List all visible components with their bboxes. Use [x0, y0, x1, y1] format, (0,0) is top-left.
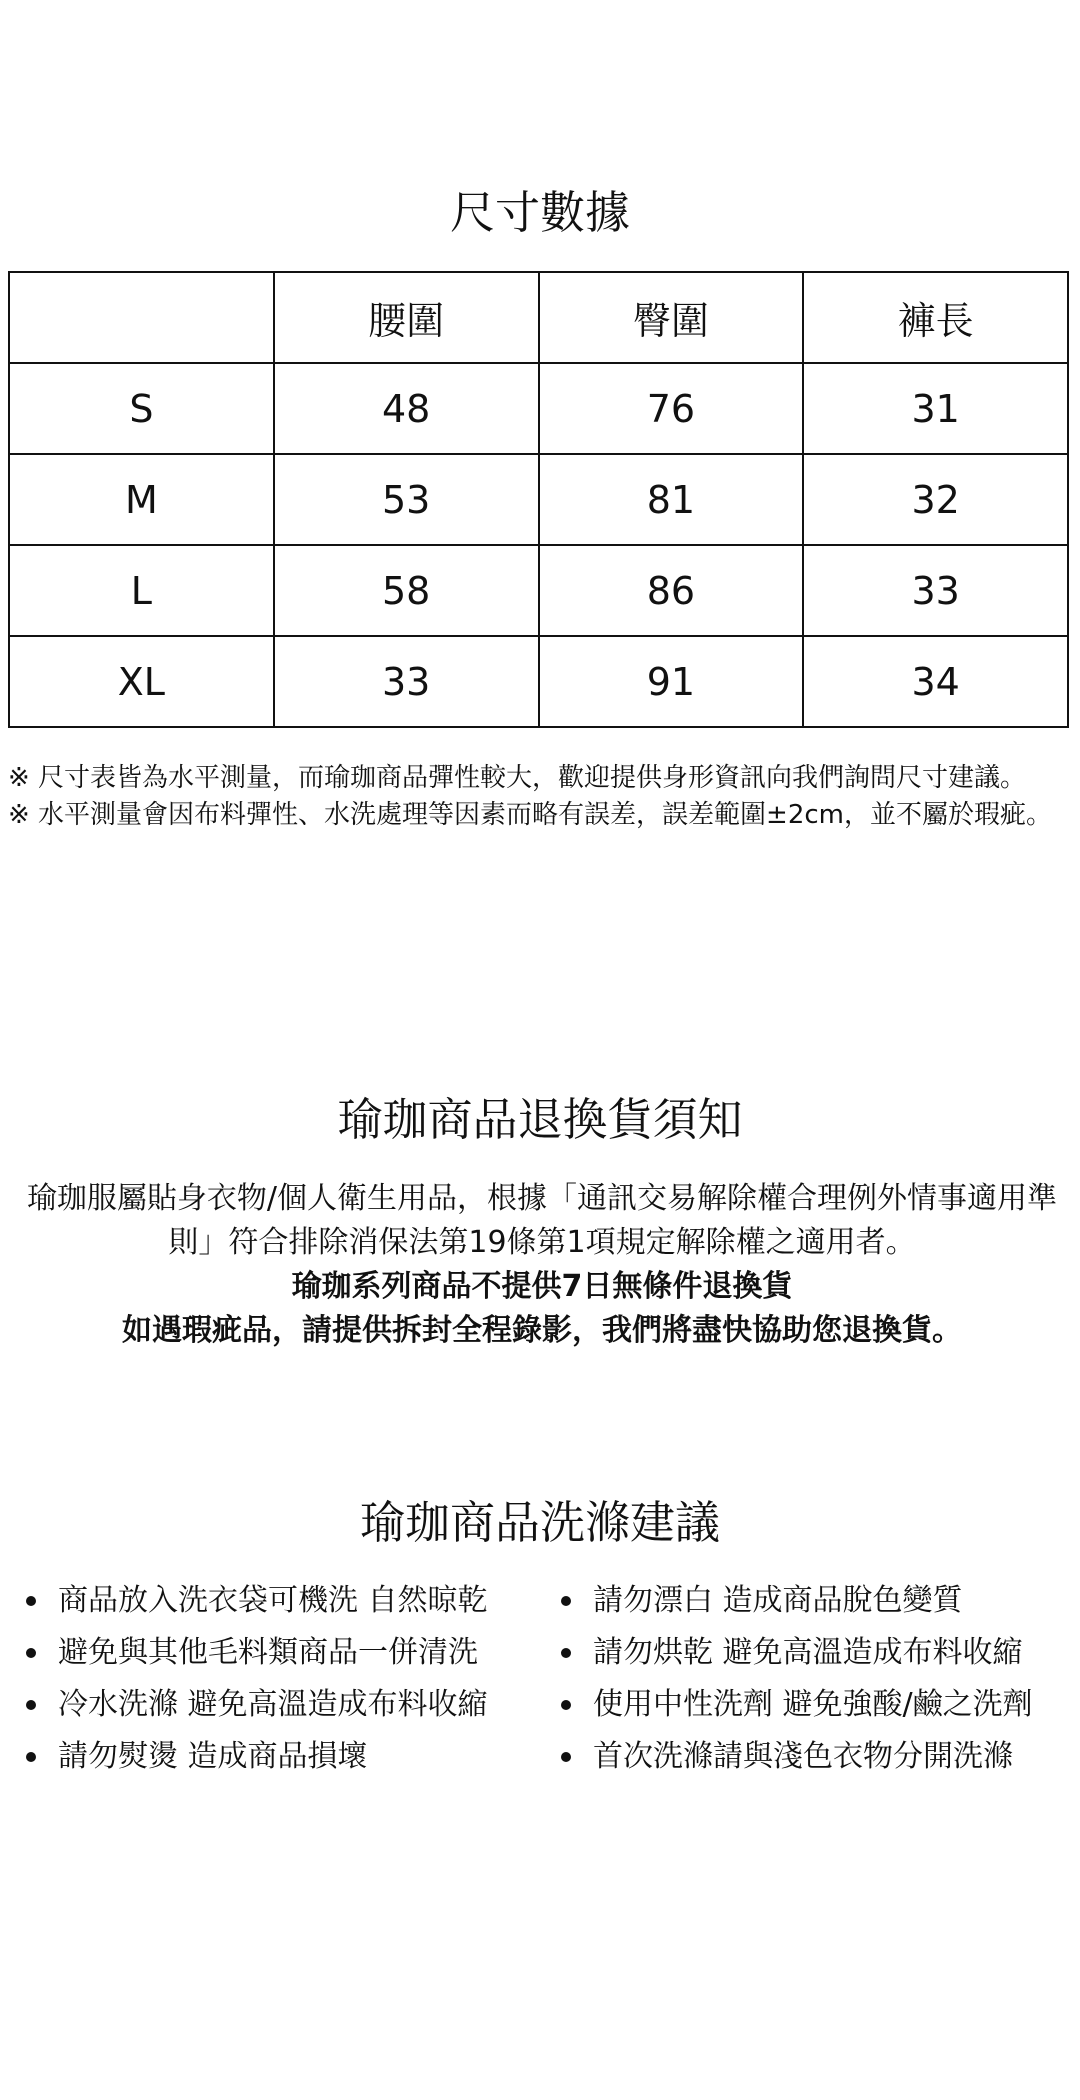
table-cell: 33 — [274, 636, 539, 727]
size-note: ※ 尺寸表皆為水平測量，而瑜珈商品彈性較大，歡迎提供身形資訊向我們詢問尺寸建議。 — [8, 763, 1027, 793]
return-policy-paragraph: 瑜珈服屬貼身衣物/個人衛生用品，根據「通訊交易解除權合理例外情事適用準則」符合排除消保法第19條第1項規定解除權之適用者。 — [26, 1181, 1058, 1260]
bullet-dot-icon — [561, 1700, 571, 1710]
washing-guide-title: 瑜珈商品洗滌建議 — [359, 1496, 720, 1549]
table-cell: 48 — [274, 363, 539, 454]
table-header-row — [9, 272, 1068, 363]
size-note: ※ 水平測量會因布料彈性、水洗處理等因素而略有誤差，誤差範圍±2cm，並不屬於瑕疵。 — [8, 800, 1053, 830]
table-header-cell: 褲長 — [803, 272, 1068, 363]
list-item — [20, 1679, 555, 1731]
table-row — [9, 454, 1068, 545]
table-cell: 86 — [539, 545, 804, 636]
list-item — [20, 1627, 555, 1679]
list-item — [555, 1679, 1080, 1731]
list-item-text: 請勿漂白 造成商品脫色變質 — [593, 1583, 963, 1618]
size-chart-title: 尺寸數據 — [449, 186, 630, 239]
washing-guide-list — [20, 1575, 1080, 1783]
table-cell: 34 — [803, 636, 1068, 727]
bullet-dot-icon — [26, 1752, 36, 1762]
table-header-cell: 臀圍 — [539, 272, 804, 363]
list-item-text: 使用中性洗劑 避免強酸/鹼之洗劑 — [593, 1687, 1033, 1722]
list-item — [555, 1731, 1080, 1783]
bullet-dot-icon — [26, 1648, 36, 1658]
table-cell: 81 — [539, 454, 804, 545]
list-item-text: 首次洗滌請與淺色衣物分開洗滌 — [593, 1739, 1013, 1774]
bullet-dot-icon — [561, 1596, 571, 1606]
table-cell: 53 — [274, 454, 539, 545]
table-cell: L — [9, 545, 274, 636]
table-cell: M — [9, 454, 274, 545]
table-cell: 32 — [803, 454, 1068, 545]
bullet-dot-icon — [561, 1648, 571, 1658]
table-header-cell: 腰圍 — [274, 272, 539, 363]
return-policy-notice: 瑜珈系列商品不提供7日無條件退換貨 — [291, 1269, 793, 1304]
return-policy-body — [12, 1177, 1072, 1353]
table-row — [9, 363, 1068, 454]
list-item — [20, 1731, 555, 1783]
list-item — [555, 1575, 1080, 1627]
list-item-text: 請勿烘乾 避免高溫造成布料收縮 — [593, 1635, 1023, 1670]
list-item — [20, 1575, 555, 1627]
table-cell: XL — [9, 636, 274, 727]
list-item-text: 冷水洗滌 避免高溫造成布料收縮 — [58, 1687, 488, 1722]
bullet-dot-icon — [26, 1700, 36, 1710]
size-notes — [8, 760, 1078, 834]
table-cell: 31 — [803, 363, 1068, 454]
list-item-text: 避免與其他毛料類商品一併清洗 — [58, 1635, 478, 1670]
size-chart-table — [8, 271, 1069, 728]
table-cell: 58 — [274, 545, 539, 636]
table-cell: S — [9, 363, 274, 454]
bullet-dot-icon — [561, 1752, 571, 1762]
list-item-text: 商品放入洗衣袋可機洗 自然晾乾 — [58, 1583, 488, 1618]
table-row — [9, 545, 1068, 636]
table-cell: 76 — [539, 363, 804, 454]
table-cell: 33 — [803, 545, 1068, 636]
list-item — [555, 1627, 1080, 1679]
table-cell: 91 — [539, 636, 804, 727]
table-row — [9, 636, 1068, 727]
bullet-dot-icon — [26, 1596, 36, 1606]
list-item-text: 請勿熨燙 造成商品損壞 — [58, 1739, 368, 1774]
table-header-cell — [9, 272, 274, 363]
return-policy-notice: 如遇瑕疵品，請提供拆封全程錄影，我們將盡快協助您退換貨。 — [122, 1313, 962, 1348]
return-policy-title: 瑜珈商品退換貨須知 — [337, 1093, 743, 1146]
